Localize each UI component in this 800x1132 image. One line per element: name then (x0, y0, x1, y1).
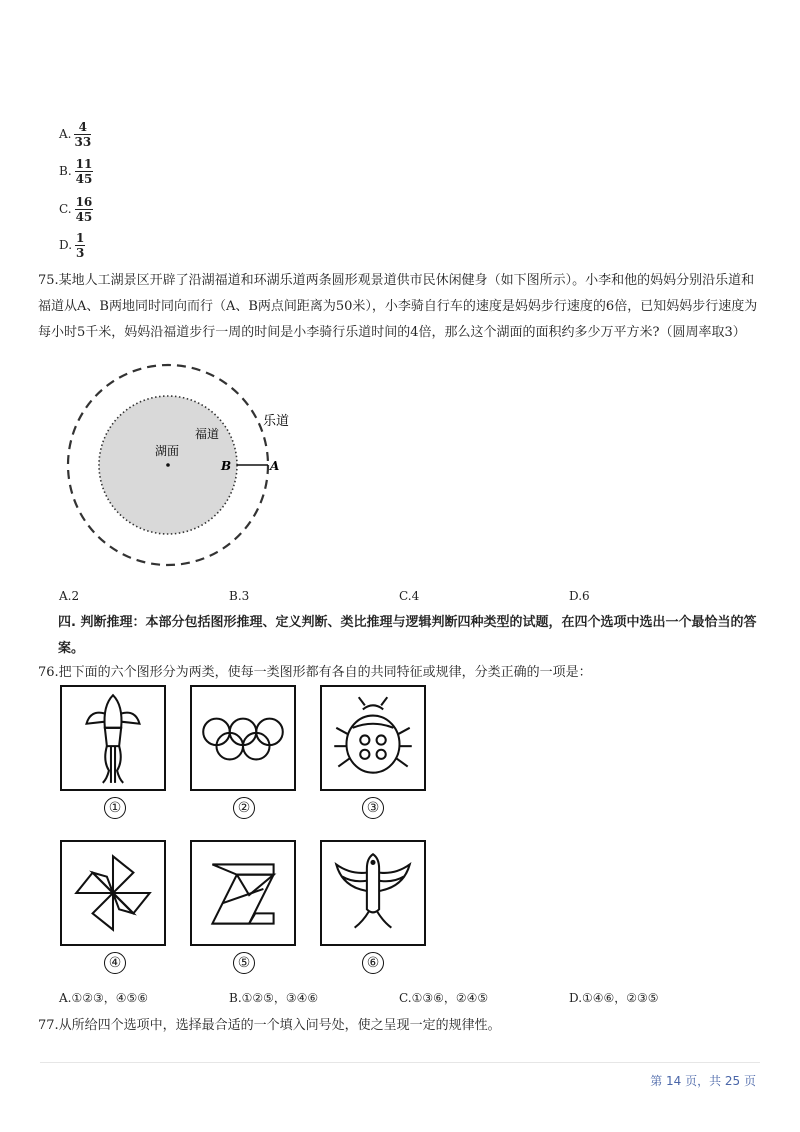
figure-num-3: ③ (362, 797, 384, 819)
fraction: $\frac{16}{45}$ (75, 194, 93, 224)
pinwheel-icon (62, 842, 164, 944)
fraction: $\frac{1}{3}$ (76, 230, 85, 260)
choice-76-a: A.①②③，④⑤⑥ (59, 991, 149, 1005)
footer-divider (40, 1062, 760, 1063)
choice-b: B.3 (229, 589, 250, 603)
figure-4 (60, 840, 166, 946)
swallow-icon (322, 842, 424, 944)
figure-3 (320, 685, 426, 791)
choice-c: C.4 (399, 589, 420, 603)
squid-icon (62, 687, 164, 789)
choice-76-d: D.①④⑥，②③⑤ (569, 991, 659, 1005)
choice-76-c: C.①③⑥，②④⑤ (399, 991, 489, 1005)
choice-d: D.6 (569, 589, 590, 603)
figure-num-5: ⑤ (233, 952, 255, 974)
olympic-rings-icon (192, 687, 294, 789)
figure-2 (190, 685, 296, 791)
question-76: 76.把下面的六个图形分为两类，使每一类图形都有各自的共同特征或规律，分类正确的一项是： (38, 665, 592, 680)
figure-1 (60, 685, 166, 791)
fraction: $\frac{11}{45}$ (75, 156, 93, 186)
center-label: 湖面 (155, 444, 180, 458)
outer-label: 乐道 (263, 414, 290, 429)
figure-num-1: ① (104, 797, 126, 819)
inner-label: 福道 (195, 427, 220, 441)
figure-num-2: ② (233, 797, 255, 819)
choice-a: A.2 (59, 589, 80, 603)
choice-76-b: B.①②⑤，③④⑥ (229, 991, 319, 1005)
section-header: 四. 判断推理：本部分包括图形推理、定义判断、类比推理与逻辑判断四种类型的试题，在四个选项中选出一个最恰当的答案。 (58, 615, 757, 656)
page-number: 第 14 页，共 25 页 (650, 1074, 756, 1088)
figure-6 (320, 840, 426, 946)
figure-num-6: ⑥ (362, 952, 384, 974)
point-a-label: A (270, 459, 280, 473)
option-d: D. $\frac{1}{3}$ (59, 230, 85, 260)
option-b: B. $\frac{11}{45}$ (59, 156, 93, 186)
question-77: 77.从所给四个选项中，选择最合适的一个填入问号处，使之呈现一定的规律性。 (38, 1018, 501, 1033)
option-c: C. $\frac{16}{45}$ (59, 194, 93, 224)
figure-5 (190, 840, 296, 946)
lake-diagram (50, 360, 310, 575)
z-shape-icon (192, 842, 294, 944)
option-a: A. $\frac{4}{33}$ (59, 119, 92, 149)
point-b-label: B (221, 459, 232, 473)
figure-num-4: ④ (104, 952, 126, 974)
question-75: 75.某地人工湖景区开辟了沿湖福道和环湖乐道两条圆形观景道供市民休闲健身（如下图所示）。小李和他的妈妈分别沿乐道和福道从A、B两地同时同向而行（A、B两点间距离为50米），小李骑自行车的速度是妈妈步行速度的6倍，已知妈妈步行速度为每小时5千米，妈妈沿福道步行一周的时间是小李骑行乐道时间的4倍，那么这个湖面的面积约多少万平方米?（圆周率取3） (38, 273, 758, 340)
center-dot (166, 463, 170, 467)
ladybug-icon (322, 687, 424, 789)
fraction: $\frac{4}{33}$ (74, 119, 92, 149)
